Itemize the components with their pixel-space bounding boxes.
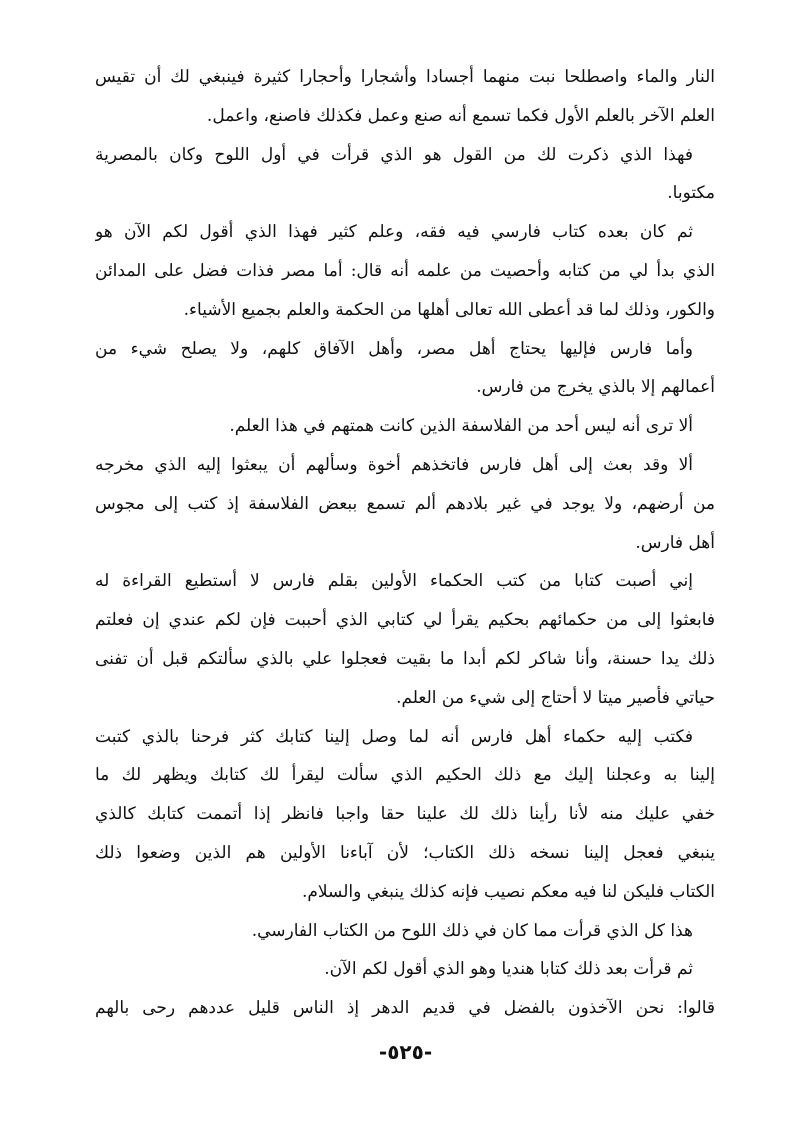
text-line: ينبغي فعجل إلينا نسخه ذلك الكتاب؛ لأن آباءنا الأولين هم الذين وضعوا ذلك (95, 842, 715, 863)
text-line: فكتب إليه حكماء أهل فارس أنه لما وصل إلينا كتابك كثر فرحنا بالذي كتبت (95, 726, 693, 747)
text-line: مكتوبا. (667, 183, 715, 204)
text-line: إلينا به وعجلنا إليك مع ذلك الحكيم الذي سألت ليقرأ لك كتابك ويظهر لك ما (95, 765, 715, 786)
text-line: ذلك يدا حسنة، وأنا شاكر لكم أبدا ما بقيت فعجلوا علي بالذي سألتكم قبل أن تفنى (95, 648, 715, 669)
text-line: ألا ترى أنه ليس أحد من الفلاسفة الذين كانت همتهم في هذا العلم. (229, 416, 693, 437)
text-line: هذا كل الذي قرأت مما كان في ذلك اللوح من الكتاب الفارسي. (251, 920, 693, 941)
text-line: ثم قرأت بعد ذلك كتابا هنديا وهو الذي أقول لكم الآن. (324, 959, 693, 980)
text-line: فهذا الذي ذكرت لك من القول هو الذي قرأت في أول اللوح وكان بالمصرية (95, 144, 693, 165)
text-line: والكور، وذلك لما قد أعطى الله تعالى أهلها من الحكمة والعلم بجميع الأشياء. (183, 299, 715, 320)
text-line: ثم كان بعده كتاب فارسي فيه فقه، وعلم كثير فهذا الذي أقول لكم الآن هو (95, 222, 693, 243)
text-line: خفي عليك منه لأنا رأينا ذلك لك علينا حقا واجبا فانظر إذا أتممت كتابك كالذي (95, 804, 715, 825)
text-line: وأما فارس فإليها يحتاج أهل مصر، وأهل الآفاق كلهم، ولا يصلح شيء من (95, 338, 693, 359)
text-line: الذي بدأ لي من كتابه وأحصيت من علمه أنه قال: أما مصر فذات فضل على المدائن (95, 260, 715, 281)
text-line: الكتاب فليكن لنا فيه معكم نصيب فإنه كذلك ينبغي والسلام. (301, 881, 715, 902)
text-line: أعمالهم إلا بالذي يخرج من فارس. (476, 377, 715, 398)
text-line: النار والماء واصطلحا نبت منهما أجسادا وأشجارا وأحجارا كثيرة فينبغي لك أن تقيس (95, 67, 715, 87)
text-line: من أرضهم، ولا يوجد في غير بلادهم ألم تسمع ببعض الفلاسفة إذ كتب إلى مجوس (95, 493, 715, 514)
text-line: قالوا: نحن الآخذون بالفضل في قديم الدهر إذ الناس قليل عددهم رحى بالهم (95, 998, 715, 1019)
page-number: -٥٢٥- (378, 1040, 433, 1064)
text-line: العلم الآخر بالعلم الأول فكما تسمع أنه صنع وعمل فكذلك فاصنع، واعمل. (206, 105, 715, 126)
text-line: أهل فارس. (635, 532, 715, 553)
body-text (95, 58, 715, 1028)
text-line: ألا وقد بعث إلى أهل فارس فاتخذهم أخوة وسألهم أن يبعثوا إليه الذي مخرجه (95, 454, 693, 475)
text-line: فابعثوا إلى من حكمائهم بحكيم يقرأ لي كتابي الذي أحببت فإن لكم عندي إن فعلتم (95, 610, 715, 631)
text-line: حياتي فأصير ميتا لا أحتاج إلى شيء من العلم. (396, 687, 715, 708)
text-line: إني أصبت كتابا من كتب الحكماء الأولين بقلم فارس لا أستطيع القراءة له (95, 571, 693, 592)
